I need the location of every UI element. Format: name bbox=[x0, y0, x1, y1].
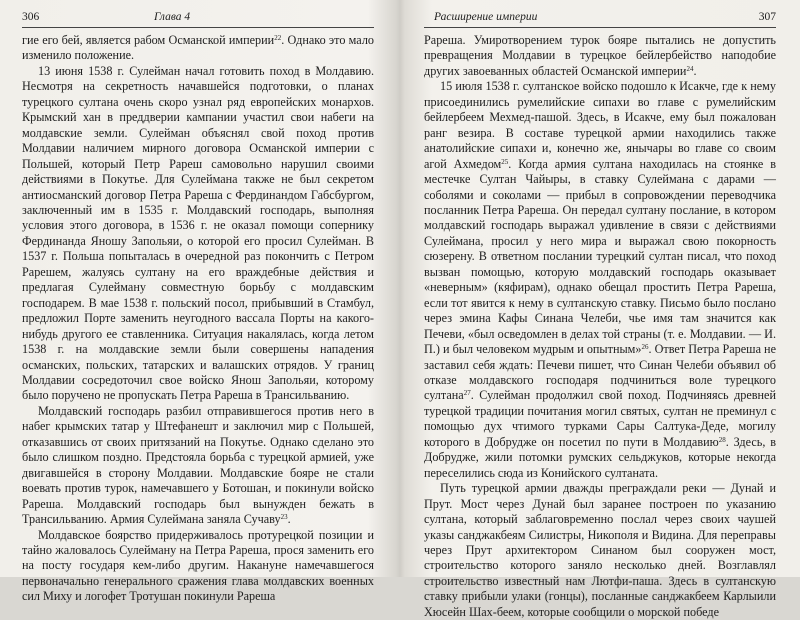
paragraph: Путь турецкой армии дважды преграждали реки — Дунай и Прут. Мост через Дунай был заранее построен по указанию султана, который заблаговременно послал через своих чаушей указы санджакбеям Силистры, Никополя и Видина. Для переправы через Прут архитектором Синаном был сооружен мост, строительство которого заняло несколько дней. Возглавлял строительство известный нам Лютфи-паша. Здесь в султанскую ставку прибыли улаки (гонцы), посланные санджакбеем Карлыили Хюсейн Шах-беем, которые сообщили о морской победе bbox=[424, 481, 776, 619]
page-number: 306 bbox=[22, 11, 40, 23]
paragraph: Молдавское боярство придерживалось протурецкой позиции и тайно жаловалось Сулейману на Петра Рареша, прося заменить его на посту государя кем-либо другим. Накануне намечавшегося первоначально генерального сражения глава молдавских военных сил Миху и логофет Тротушан покинули Рареша bbox=[22, 527, 374, 604]
chapter-title: Глава 4 bbox=[154, 11, 191, 23]
footnote-ref: 22 bbox=[274, 34, 282, 42]
paragraph: 13 июня 1538 г. Сулейман начал готовить поход в Молдавию. Несмотря на секретность начавшейся подготовки, о планах турецкого султана очень скоро узнал ряд европейских монархов. Крымский хан в преддверии кампании участил свои набеги на молдавские земли. Сулейман объяснял свой поход против Молдавии наличием мирного договора Османской империи с Польшей, который Петр Рареш самовольно нарушил своими действиями в Покутье. Для Сулеймана также не был секретом антиосманский договор Петра Рареша с Фердинандом Габсбургом, заключенный им в 1535 г. Молдавский господарь, выполняя условия этого договора, в 1536 г. не оказал помощи сопернику Фердинанда Яношу Запольяи, о которой его просил Сулейман. В 1537 г. Польша попыталась в очередной раз покончить с Петром Рарешем, жалуясь султану на его враждебные действия и предлагая Сулейману совместную борьбу с молдавским господарем. В мае 1538 г. польский посол, прибывший в Стамбул, предложил Порте заменить неугодного вассала Порты на какого-нибудь другого ее ставленника. Ситуация накалялась, когда летом 1538 г. на молдавские земли были совершены нападения османских, польских, татарских и валашских отрядов. У границ Молдавии сосредоточил свое войско Янош Запольяи, которому было поручено не пропускать Петра Рареша в Трансильванию. bbox=[22, 63, 374, 403]
right-page bbox=[424, 10, 776, 619]
right-body-text bbox=[424, 33, 776, 620]
left-body-text bbox=[22, 33, 374, 605]
footnote-ref: 26 bbox=[641, 343, 649, 352]
paragraph: гие его бей, является рабом Османской империи$^{22}$. Однако это мало изменило положение. bbox=[22, 33, 374, 63]
page-number: 307 bbox=[758, 11, 776, 23]
section-title: Расширение империи bbox=[434, 11, 538, 23]
left-running-head bbox=[22, 10, 374, 28]
footnote-ref: 23 bbox=[280, 513, 288, 522]
paragraph: Рареша. Умиротворением турок бояре пытались не допустить превращения Молдавии в турецкое бейлербейство наподобие других завоеванных областей Османской империи$^{24}$. bbox=[424, 33, 776, 78]
footnote-ref: 28 bbox=[718, 435, 726, 444]
footnote-ref: 24 bbox=[686, 64, 694, 73]
paragraph: Молдавский господарь разбил отправившегося против него в набег крымских татар у Штефанешт и заключил мир с Польшей, отказавшись от своих притязаний на Покутье. Однако сделано это было слишком поздно. Предстояла борьба с турецкой армией, уже двигавшейся в сторону Молдавии. Молдавские бояре не стали воевать против турок, намечавшего у Ботошан, и покинули войско Рареша. Молдавский господарь был вынужден бежать в Трансильванию. Армия Сулеймана заняла Сучаву$^{23}$. bbox=[22, 403, 374, 527]
left-page bbox=[22, 10, 374, 604]
footnote-ref: 27 bbox=[463, 389, 471, 398]
footnote-ref: 25 bbox=[501, 157, 509, 166]
right-running-head bbox=[424, 10, 776, 28]
paragraph: 15 июля 1538 г. султанское войско подошло к Исакче, где к нему присоединились румелийские сипахи во главе с румелийским бейлербеем Мехмед-пашой. Здесь, в Исакче, ему был пожалован ранг везира. В составе турецкой армии находились также анатолийские сипахи и, конечно же, янычары во главе со своим агой Ахмедом$^{25}$. Когда армия султана находилась на стоянке в местечке Султан Чайыры, в ставку Сулеймана с дарами — соболями и соколами — прибыл в сопровождении переводчика посланник Петра Рареша. Он передал султану послание, в котором молдавский господарь выражал удивление в связи с действиями Сулеймана, просил у него мира и выражал свою покорность сюзерену. В ответном послании турецкий султан писал, что поход вызван помощью, которую молдавский господарь оказывает «неверным» (кяфирам), однако обещал простить Петра Рареша, если тот явится к нему в султанскую ставку. Письмо было послано через эмина Кафы Синана Челеби, чье имя там значится как Печеви, «был осведомлен в делах той страны (т. е. Молдавии. — И. П.) и был человеком мудрым и опытным»$^{26}$. Ответ Петра Рареша не заставил себя ждать: Печеви пишет, что Синан Челеби объявил об отказе молдавского господаря подчиниться воле турецкого султана$^{27}$. Сулейман продолжил свой поход. Подчиняясь древней турецкой традиции почитания могил святых, султан не преминул с помощью дух чтимого турками Сары Салтука-Деде, могилу которого в Добрудже он посетил по пути в Молдавию$^{28}$. Здесь, в Добрудже, жили потомки румских сельджуков, которые некогда переселились сюда из Конийского султаната. bbox=[424, 79, 776, 480]
